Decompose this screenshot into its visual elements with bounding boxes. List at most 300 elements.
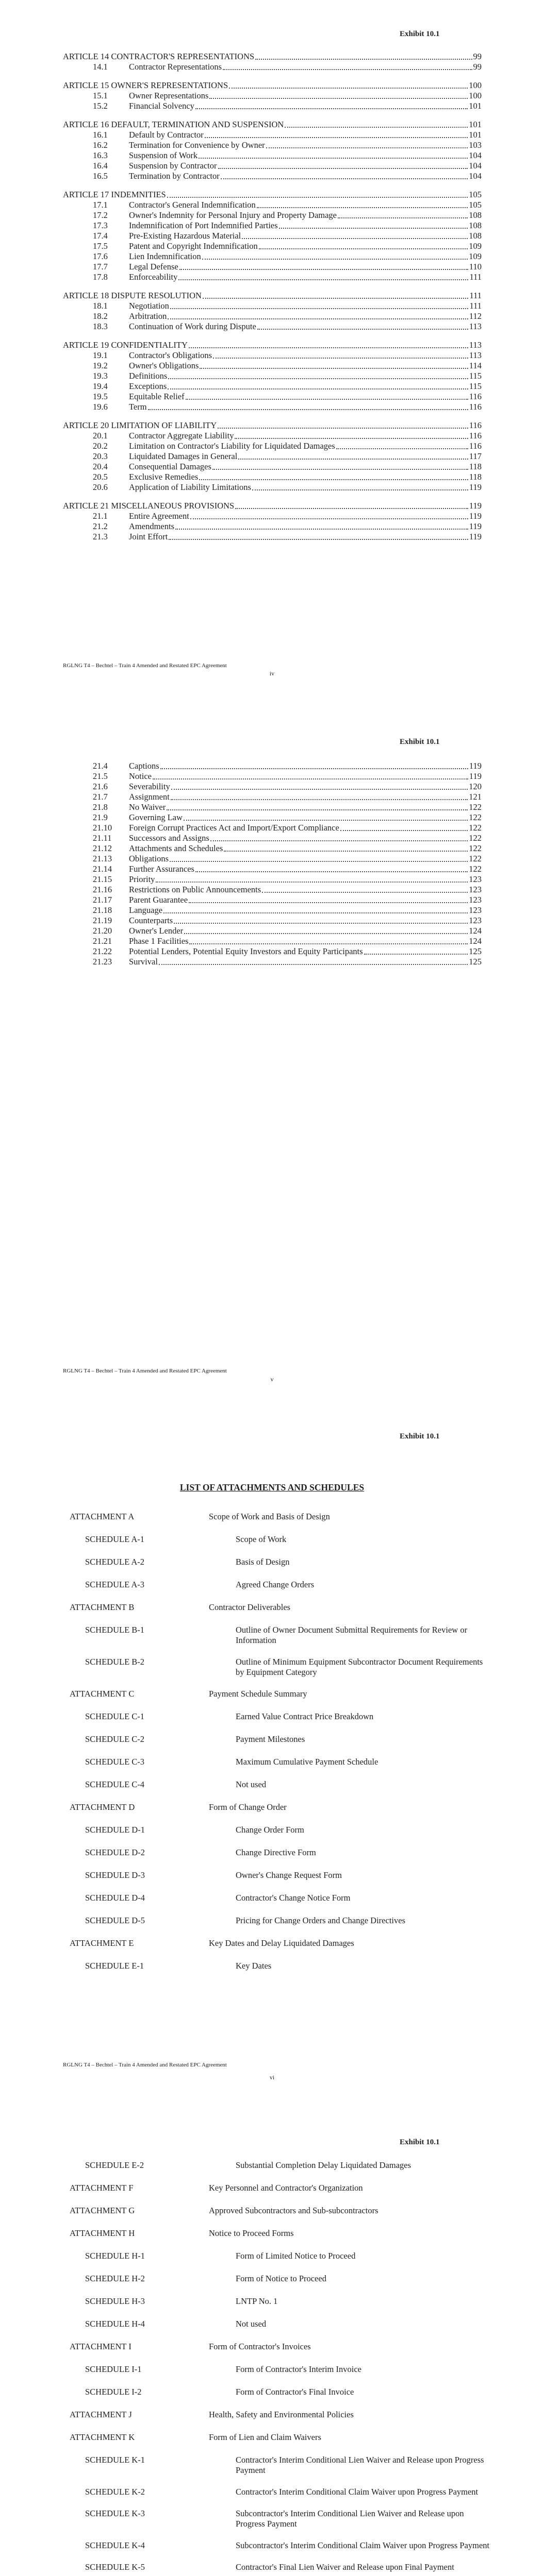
- toc-page-number: 122: [469, 843, 482, 853]
- toc-entry: [63, 521, 482, 532]
- toc-page-number: 116: [469, 441, 482, 451]
- schedule-label: SCHEDULE H-2: [85, 2274, 145, 2283]
- page-vii: [0, 2117, 544, 2576]
- toc-page-number: 122: [469, 823, 482, 833]
- dot-leader: [163, 912, 468, 913]
- attachment-description: Form of Contractor's Invoices: [209, 2342, 311, 2351]
- toc-entry-number: 18.2: [93, 311, 108, 321]
- attachment-label: ATTACHMENT D: [70, 1802, 135, 1812]
- attachment-description: Payment Milestones: [236, 1734, 305, 1744]
- toc-entry-title: Governing Law: [129, 812, 183, 822]
- dot-leader: [168, 318, 468, 319]
- toc-entry-title: ARTICLE 14 CONTRACTOR'S REPRESENTATIONS: [63, 52, 255, 61]
- toc-entry: [63, 311, 482, 321]
- schedule-row: [70, 1557, 492, 1567]
- dot-leader: [171, 789, 468, 790]
- attachment-description: Change Directive Form: [236, 1848, 316, 1857]
- dot-leader: [175, 529, 468, 530]
- toc-entry-title: Lien Indemnification: [129, 251, 201, 261]
- toc-entry-number: 19.6: [93, 402, 108, 412]
- toc-entry: [63, 451, 482, 462]
- toc-entry-number: 21.1: [93, 511, 108, 521]
- toc-page-number: 123: [469, 916, 482, 925]
- toc-page-number: 110: [469, 262, 482, 272]
- toc-entry-title: Termination for Convenience by Owner: [129, 140, 265, 150]
- dot-leader: [242, 238, 468, 239]
- schedule-label: SCHEDULE B-1: [85, 1625, 145, 1635]
- toc-entry-number: 17.2: [93, 210, 108, 220]
- toc-entry-title: Default by Contractor: [129, 130, 204, 140]
- toc-entry: [63, 62, 482, 72]
- toc-entry-number: 19.5: [93, 392, 108, 401]
- dot-leader: [168, 378, 468, 379]
- toc-entry-number: 16.4: [93, 161, 108, 171]
- toc-entry-title: Priority: [129, 874, 155, 884]
- attachment-description: Not used: [236, 2319, 267, 2329]
- attachment-row: [70, 2342, 492, 2352]
- dot-leader: [218, 168, 468, 169]
- toc-entry: [63, 130, 482, 140]
- toc-entry: [63, 171, 482, 181]
- dot-leader: [160, 768, 468, 769]
- schedule-row: [70, 1734, 492, 1744]
- schedule-row: [70, 1625, 492, 1646]
- toc-entry-number: 21.4: [93, 761, 108, 771]
- toc-entry-title: Obligations: [129, 854, 169, 863]
- toc-entry-title: Successors and Assigns: [129, 833, 209, 843]
- toc-entry-title: Counterparts: [129, 916, 173, 925]
- toc-entry-number: 15.2: [93, 101, 108, 111]
- toc-entry-number: 21.9: [93, 812, 108, 822]
- toc-entry-title: Financial Solvency: [129, 101, 194, 111]
- toc-page-number: 108: [469, 210, 482, 220]
- toc-entry-title: Phase 1 Facilities: [129, 936, 189, 946]
- dot-leader: [189, 943, 468, 944]
- dot-leader: [224, 851, 468, 852]
- toc-entry-title: Arbitration: [129, 311, 167, 321]
- toc-entry-number: 14.1: [93, 62, 108, 72]
- dot-leader: [338, 217, 468, 218]
- toc-entry-title: ARTICLE 19 CONFIDENTIALITY: [63, 340, 188, 350]
- exhibit-label: Exhibit 10.1: [400, 30, 440, 38]
- toc-page-number: 105: [469, 190, 482, 199]
- schedule-row: [70, 2296, 492, 2307]
- attachments-list: [70, 2160, 492, 2576]
- attachment-description: Subcontractor's Interim Conditional Lien Waiver and Release upon Progress Payment: [236, 2509, 464, 2529]
- schedule-label: SCHEDULE K-1: [85, 2455, 145, 2465]
- toc-entry-number: 16.5: [93, 171, 108, 181]
- schedule-row: [70, 2387, 492, 2397]
- toc-page-number: 101: [469, 101, 482, 111]
- toc-article: [63, 80, 482, 91]
- dot-leader: [340, 830, 468, 831]
- attachment-label: ATTACHMENT G: [70, 2206, 135, 2215]
- toc-page-number: 122: [469, 854, 482, 863]
- attachment-description: Change Order Form: [236, 1825, 304, 1835]
- toc-page-number: 113: [469, 350, 482, 360]
- attachment-description: Scope of Work: [236, 1534, 287, 1544]
- toc-page-number: 119: [469, 501, 482, 511]
- toc-entry: [63, 854, 482, 864]
- dot-leader: [199, 479, 468, 480]
- dot-leader: [213, 358, 468, 359]
- dot-leader: [168, 388, 468, 389]
- schedule-label: SCHEDULE C-4: [85, 1780, 145, 1789]
- toc-page-number: 116: [469, 420, 482, 430]
- toc-entry: [63, 200, 482, 210]
- toc-entry: [63, 381, 482, 392]
- toc-page-number: 109: [469, 251, 482, 261]
- toc-entry-number: 21.16: [93, 885, 112, 894]
- toc-entry: [63, 802, 482, 812]
- attachment-description: Earned Value Contract Price Breakdown: [236, 1711, 374, 1721]
- toc-entry-title: No Waiver: [129, 802, 166, 812]
- toc-entry-number: 17.8: [93, 272, 108, 282]
- toc-article: [63, 51, 482, 62]
- dot-leader: [190, 518, 468, 519]
- schedule-label: SCHEDULE D-4: [85, 1893, 145, 1903]
- schedule-row: [70, 2509, 492, 2529]
- page-number: iv: [269, 670, 275, 677]
- schedule-label: SCHEDULE I-1: [85, 2364, 142, 2374]
- toc-entry-number: 21.15: [93, 874, 112, 884]
- toc-entry-number: 21.7: [93, 792, 108, 802]
- attachment-row: [70, 2228, 492, 2239]
- page-vi: [0, 1412, 544, 2117]
- toc-page-number: 116: [469, 392, 482, 401]
- schedule-label: SCHEDULE K-4: [85, 2540, 145, 2550]
- schedule-row: [70, 1893, 492, 1903]
- dot-leader: [210, 840, 468, 841]
- toc-page-number: 109: [469, 241, 482, 251]
- toc-entry-title: Suspension of Work: [129, 150, 198, 160]
- toc-entry: [63, 812, 482, 823]
- dot-leader: [209, 98, 468, 99]
- schedule-label: SCHEDULE A-1: [85, 1534, 145, 1544]
- dot-leader: [184, 933, 468, 934]
- toc-page-number: 111: [469, 291, 482, 300]
- toc-page-number: 125: [469, 946, 482, 956]
- toc-entry-title: Assignment: [129, 792, 170, 802]
- schedule-label: SCHEDULE K-3: [85, 2509, 145, 2518]
- dot-leader: [189, 902, 468, 903]
- attachment-label: ATTACHMENT F: [70, 2183, 134, 2193]
- toc-entry-title: ARTICLE 21 MISCELLANEOUS PROVISIONS: [63, 501, 235, 511]
- dot-leader: [285, 127, 468, 128]
- attachment-description: LNTP No. 1: [236, 2296, 278, 2306]
- attachment-description: Basis of Design: [236, 1557, 290, 1567]
- toc-entry: [63, 241, 482, 251]
- schedule-label: SCHEDULE D-3: [85, 1870, 145, 1880]
- toc-page-number: 108: [469, 221, 482, 230]
- dot-leader: [266, 147, 468, 148]
- toc-article: [63, 420, 482, 431]
- toc-page-number: 119: [469, 511, 482, 521]
- schedule-label: SCHEDULE E-2: [85, 2160, 144, 2170]
- dot-leader: [259, 248, 468, 249]
- toc-page-number: 99: [473, 62, 482, 72]
- toc-entry-title: ARTICLE 17 INDEMNITIES: [63, 190, 166, 199]
- schedule-row: [70, 1534, 492, 1545]
- toc-page-number: 105: [469, 200, 482, 210]
- toc-entry-title: Limitation on Contractor's Liability for Liquidated Damages: [129, 441, 335, 451]
- toc-entry: [63, 361, 482, 371]
- toc-page-number: 111: [469, 272, 482, 282]
- attachment-description: Outline of Minimum Equipment Subcontractor Document Requirements by Equipment Category: [236, 1657, 483, 1677]
- toc-page-number: 119: [469, 532, 482, 541]
- toc-entry-number: 21.18: [93, 905, 112, 915]
- toc-entry-title: Potential Lenders, Potential Equity Investors and Equity Participants: [129, 946, 363, 956]
- toc-entry-title: Contractor's General Indemnification: [129, 200, 256, 210]
- dot-leader: [170, 861, 468, 862]
- toc-page-number: 122: [469, 802, 482, 812]
- footer-text: RGLNG T4 – Bechtel – Train 4 Amended and Restated EPC Agreement: [63, 663, 227, 669]
- attachment-label: ATTACHMENT I: [70, 2342, 131, 2351]
- schedule-row: [70, 1961, 492, 1971]
- toc-entry-number: 16.1: [93, 130, 108, 140]
- toc-entry: [63, 350, 482, 361]
- toc-page-number: 122: [469, 833, 482, 843]
- toc-entry-title: Contractor Representations: [129, 62, 222, 72]
- toc-entry-title: Exclusive Remedies: [129, 472, 199, 482]
- toc-entry: [63, 792, 482, 802]
- toc-entry: [63, 511, 482, 521]
- toc-entry: [63, 221, 482, 231]
- toc-page-number: 104: [469, 150, 482, 160]
- dot-leader: [179, 269, 468, 270]
- toc-entry: [63, 761, 482, 771]
- dot-leader: [195, 108, 468, 109]
- table-of-contents: [63, 761, 482, 967]
- attachment-description: Payment Schedule Summary: [209, 1689, 307, 1699]
- toc-entry-title: Notice: [129, 771, 152, 781]
- schedule-label: SCHEDULE H-3: [85, 2296, 145, 2306]
- toc-entry-title: Survival: [129, 957, 158, 967]
- toc-entry: [63, 874, 482, 885]
- dot-leader: [153, 778, 468, 779]
- schedule-label: SCHEDULE E-1: [85, 1961, 144, 1971]
- toc-entry-title: ARTICLE 20 LIMITATION OF LIABILITY: [63, 420, 217, 430]
- toc-page-number: 123: [469, 905, 482, 915]
- toc-page-number: 115: [469, 381, 482, 391]
- toc-entry: [63, 150, 482, 161]
- dot-leader: [169, 539, 468, 540]
- table-of-contents: [63, 51, 482, 542]
- toc-entry-number: 19.2: [93, 361, 108, 370]
- dot-leader: [189, 347, 468, 348]
- toc-entry-number: 20.6: [93, 482, 108, 492]
- schedule-row: [70, 2160, 492, 2171]
- schedule-row: [70, 1711, 492, 1722]
- toc-entry-title: Captions: [129, 761, 159, 771]
- schedule-row: [70, 1580, 492, 1590]
- schedule-label: SCHEDULE B-2: [85, 1657, 145, 1667]
- toc-page-number: 123: [469, 874, 482, 884]
- toc-page-number: 108: [469, 231, 482, 241]
- attachment-description: Not used: [236, 1780, 267, 1789]
- attachment-description: Key Dates and Delay Liquidated Damages: [209, 1938, 354, 1948]
- attachment-description: Pricing for Change Orders and Change Directives: [236, 1916, 405, 1925]
- toc-page-number: 123: [469, 885, 482, 894]
- toc-entry: [63, 441, 482, 451]
- attachment-label: ATTACHMENT A: [70, 1512, 135, 1521]
- toc-entry-title: Pre-Existing Hazardous Material: [129, 231, 241, 241]
- dot-leader: [212, 469, 468, 470]
- toc-entry-title: Termination by Contractor: [129, 171, 220, 181]
- toc-entry: [63, 462, 482, 472]
- toc-page-number: 101: [469, 130, 482, 140]
- schedule-label: SCHEDULE A-2: [85, 1557, 145, 1567]
- attachment-description: Key Personnel and Contractor's Organization: [209, 2183, 363, 2193]
- toc-entry: [63, 272, 482, 282]
- schedule-label: SCHEDULE D-5: [85, 1916, 145, 1925]
- toc-entry: [63, 301, 482, 311]
- dot-leader: [200, 368, 468, 369]
- toc-entry-number: 17.4: [93, 231, 108, 241]
- toc-entry-title: Application of Liability Limitations: [129, 482, 251, 492]
- dot-leader: [199, 158, 468, 159]
- attachment-description: Form of Change Order: [209, 1802, 287, 1812]
- dot-leader: [174, 923, 468, 924]
- dot-leader: [221, 178, 468, 179]
- attachment-label: ATTACHMENT H: [70, 2228, 135, 2238]
- toc-entry: [63, 321, 482, 332]
- attachment-description: Form of Contractor's Interim Invoice: [236, 2364, 361, 2374]
- schedule-row: [70, 2562, 492, 2572]
- attachment-description: Contractor's Interim Conditional Lien Waiver and Release upon Progress Payment: [236, 2455, 484, 2475]
- schedule-row: [70, 1870, 492, 1880]
- toc-entry-number: 16.2: [93, 140, 108, 150]
- toc-entry: [63, 91, 482, 101]
- toc-page-number: 118: [469, 472, 482, 482]
- toc-page-number: 118: [469, 462, 482, 471]
- toc-entry-title: Exceptions: [129, 381, 167, 391]
- attachment-description: Approved Subcontractors and Sub-subcontractors: [209, 2206, 378, 2215]
- toc-entry: [63, 392, 482, 402]
- schedule-row: [70, 1848, 492, 1858]
- schedule-label: SCHEDULE D-2: [85, 1848, 145, 1857]
- toc-entry-number: 21.23: [93, 957, 112, 967]
- toc-entry-number: 16.3: [93, 150, 108, 160]
- attachment-description: Form of Notice to Proceed: [236, 2274, 326, 2283]
- toc-page-number: 122: [469, 864, 482, 874]
- schedule-label: SCHEDULE C-3: [85, 1757, 145, 1767]
- toc-page-number: 100: [469, 91, 482, 100]
- toc-page-number: 119: [469, 761, 482, 771]
- attachment-row: [70, 1938, 492, 1948]
- toc-entry-number: 18.3: [93, 321, 108, 331]
- schedule-label: SCHEDULE K-2: [85, 2487, 145, 2497]
- dot-leader: [195, 871, 468, 872]
- schedule-label: SCHEDULE H-4: [85, 2319, 145, 2329]
- toc-entry-title: Enforceability: [129, 272, 178, 282]
- dot-leader: [262, 892, 468, 893]
- toc-entry: [63, 936, 482, 946]
- toc-entry-title: ARTICLE 15 OWNER'S REPRESENTATIONS: [63, 80, 228, 90]
- toc-entry: [63, 905, 482, 916]
- toc-entry-title: Owner's Obligations: [129, 361, 199, 370]
- toc-page-number: 99: [473, 52, 482, 61]
- attachment-label: ATTACHMENT C: [70, 1689, 135, 1699]
- toc-entry-title: Further Assurances: [129, 864, 194, 874]
- toc-entry-title: Joint Effort: [129, 532, 168, 541]
- page-number: v: [270, 1376, 274, 1383]
- dot-leader: [203, 298, 469, 299]
- dot-leader: [148, 409, 468, 410]
- attachment-label: ATTACHMENT K: [70, 2432, 135, 2442]
- toc-entry-number: 20.1: [93, 431, 108, 440]
- toc-page-number: 117: [469, 451, 482, 461]
- toc-page-number: 104: [469, 161, 482, 171]
- toc-entry: [63, 482, 482, 493]
- attachment-row: [70, 2410, 492, 2420]
- page-number: vi: [269, 2074, 275, 2081]
- toc-entry-number: 21.8: [93, 802, 108, 812]
- toc-entry: [63, 823, 482, 833]
- dot-leader: [186, 399, 468, 400]
- toc-article: [63, 290, 482, 301]
- toc-entry: [63, 251, 482, 262]
- toc-entry-title: Negotiation: [129, 301, 169, 311]
- toc-entry: [63, 833, 482, 843]
- attachment-description: Contractor's Change Notice Form: [236, 1893, 351, 1903]
- toc-page-number: 124: [469, 936, 482, 946]
- toc-page-number: 111: [469, 301, 482, 311]
- attachment-description: Form of Contractor's Final Invoice: [236, 2387, 354, 2397]
- toc-entry-number: 17.5: [93, 241, 108, 251]
- attachment-description: Maximum Cumulative Payment Schedule: [236, 1757, 378, 1767]
- schedule-row: [70, 2455, 492, 2476]
- attachment-description: Owner's Change Request Form: [236, 1870, 342, 1880]
- toc-entry: [63, 140, 482, 150]
- attachment-description: Health, Safety and Environmental Policies: [209, 2410, 354, 2419]
- toc-entry-number: 21.17: [93, 895, 112, 905]
- toc-entry-number: 20.2: [93, 441, 108, 451]
- toc-entry-title: Foreign Corrupt Practices Act and Import/Export Compliance: [129, 823, 339, 833]
- toc-page-number: 114: [469, 361, 482, 370]
- page-v: [0, 706, 544, 1412]
- toc-page-number: 113: [469, 321, 482, 331]
- toc-entry-title: Indemnification of Port Indemnified Parties: [129, 221, 278, 230]
- dot-leader: [257, 207, 468, 208]
- toc-entry-title: Patent and Copyright Indemnification: [129, 241, 258, 251]
- toc-entry-title: Owner's Indemnity for Personal Injury and Property Damage: [129, 210, 337, 220]
- exhibit-label: Exhibit 10.1: [400, 738, 440, 746]
- schedule-row: [70, 2364, 492, 2375]
- attachment-description: Subcontractor's Interim Conditional Claim Waiver upon Progress Payment: [236, 2540, 490, 2550]
- footer-text: RGLNG T4 – Bechtel – Train 4 Amended and Restated EPC Agreement: [63, 2062, 227, 2068]
- toc-entry-number: 17.1: [93, 200, 108, 210]
- toc-entry: [63, 946, 482, 957]
- toc-entry: [63, 371, 482, 381]
- toc-entry-title: Entire Agreement: [129, 511, 189, 521]
- toc-entry-title: Liquidated Damages in General: [129, 451, 238, 461]
- attachment-description: Scope of Work and Basis of Design: [209, 1512, 330, 1521]
- toc-entry-number: 19.1: [93, 350, 108, 360]
- toc-entry-title: Equitable Relief: [129, 392, 185, 401]
- toc-page-number: 103: [469, 140, 482, 150]
- toc-page-number: 122: [469, 812, 482, 822]
- dot-leader: [184, 820, 468, 821]
- dot-leader: [159, 964, 468, 965]
- toc-entry-title: Contractor's Obligations: [129, 350, 212, 360]
- attachment-row: [70, 2432, 492, 2443]
- toc-entry: [63, 402, 482, 412]
- attachment-description: Contractor Deliverables: [209, 1602, 291, 1612]
- toc-entry: [63, 231, 482, 241]
- attachment-description: Key Dates: [236, 1961, 272, 1971]
- schedule-label: SCHEDULE I-2: [85, 2387, 142, 2397]
